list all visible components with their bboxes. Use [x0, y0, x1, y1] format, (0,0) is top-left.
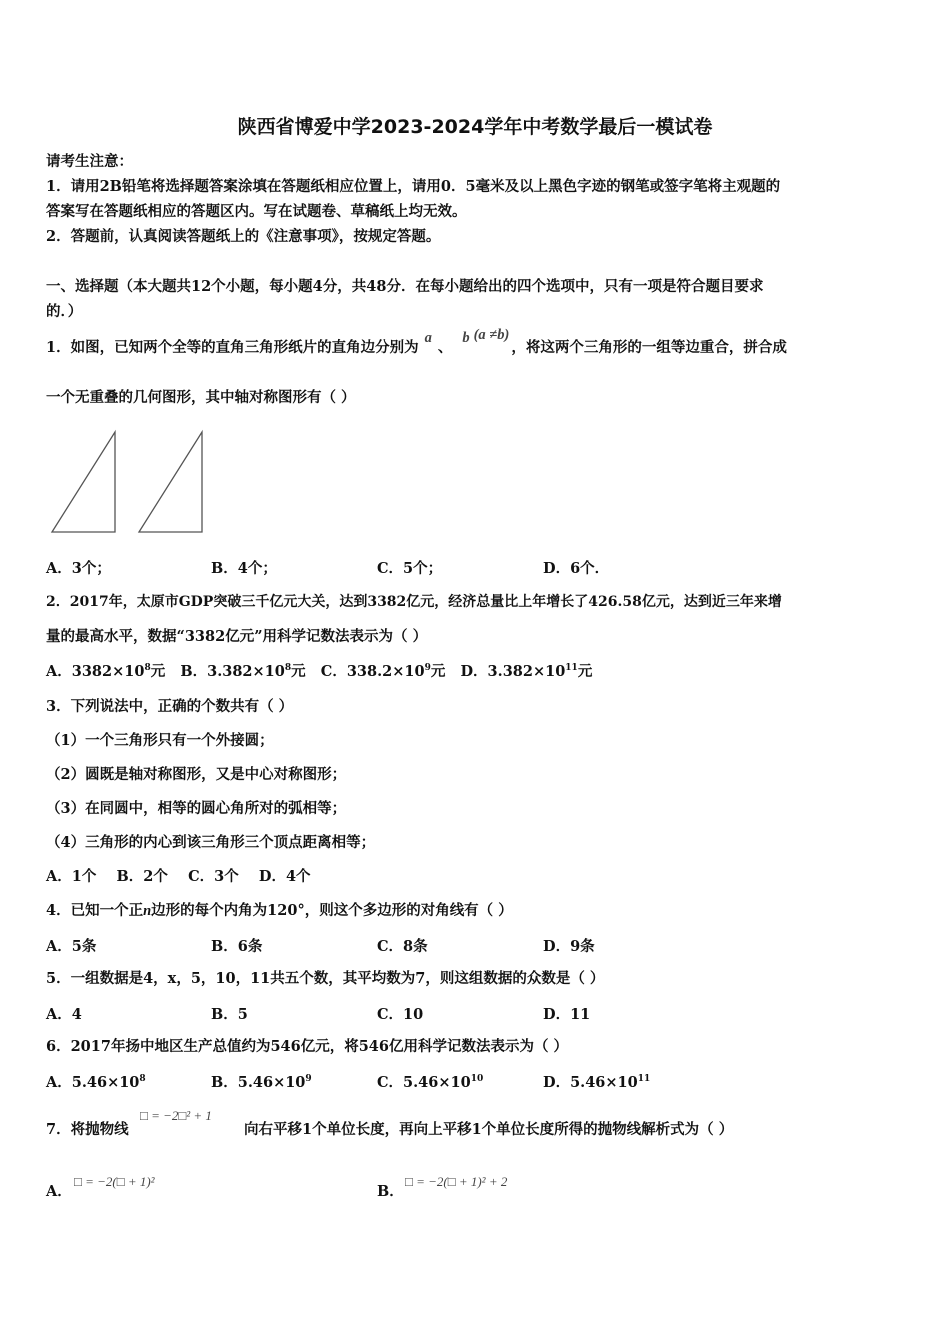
q1-option-c: C．5个；: [377, 560, 443, 577]
q1-sep: 、: [437, 339, 453, 356]
q3-item-2: （2）圆既是轴对称图形，又是中心对称图形；: [46, 766, 347, 783]
q5-stem: 5．一组数据是4，x，5，10，11共五个数，其平均数为7，则这组数据的众数是（ ）: [46, 970, 605, 987]
q4-option-a: A．5条: [46, 938, 97, 955]
notice-line-1b: 答案写在答题纸相应的答题区内。写在试题卷、草稿纸上均无效。: [46, 203, 467, 220]
q6-stem: 6．2017年扬中地区生产总值约为546亿元，将546亿用科学记数法表示为（ ）: [46, 1038, 569, 1055]
q1-option-a: A．3个；: [46, 560, 111, 577]
q5-option-d: D．11: [543, 1006, 591, 1023]
q5-option-b: B．5: [211, 1006, 248, 1023]
q4-option-c: C．8条: [377, 938, 428, 955]
q7-formula: □ = −2□² + 1: [140, 1108, 212, 1123]
q4-stem: 4．已知一个正n边形的每个内角为120°，则这个多边形的对角线有（ ）: [46, 902, 513, 919]
q6-option-c: C．$5.46\times 10^{10}$: [377, 1074, 484, 1091]
q2-stem: 2．2017年，太原市GDP突破三千亿元大关，达到3382亿元，经济总量比上年增长了426.58亿元，达到近三年来增: [46, 594, 782, 610]
q4-option-d: D．9条: [543, 938, 595, 955]
q7-option-a-formula: □ = −2(□ + 1)²: [74, 1174, 155, 1189]
q5-option-a: A．4: [46, 1006, 82, 1023]
q1-triangles-figure: [46, 428, 216, 538]
q1-option-d: D．6个．: [543, 560, 610, 577]
q3-item-3: （3）在同圆中，相等的圆心角所对的弧相等；: [46, 800, 347, 817]
q4-option-b: B．6条: [211, 938, 263, 955]
section-header-cont: 的．）: [46, 303, 83, 320]
triangle-right: [139, 432, 202, 532]
q3-options: A．1个 B．2个 C．3个 D．4个: [46, 868, 311, 885]
q1-stem-cont: 一个无重叠的几何图形，其中轴对称图形有（ ）: [46, 389, 356, 406]
q2-option-a: A．$3382\times 10^8$元: [46, 663, 166, 680]
q2-option-b: B．$3.382\times 10^8$元: [180, 663, 306, 680]
q2-option-d: D．$3.382\times 10^{11}$元: [460, 663, 593, 680]
q4-var-n: n: [143, 903, 152, 919]
q7-text-a: 7．将抛物线: [46, 1121, 129, 1138]
q6-option-d: D．$5.46\times 10^{11}$: [543, 1074, 651, 1091]
triangle-left: [52, 432, 115, 532]
q3-item-4: （4）三角形的内心到该三角形三个顶点距离相等；: [46, 834, 376, 851]
notice-line-1: 1．请用2B铅笔将选择题答案涂填在答题纸相应位置上，请用0．5毫米及以上黑色字迹的钢笔或签字笔将主观题的: [46, 178, 781, 195]
q1-option-b: B．4个；: [211, 560, 277, 577]
q1-text-b: ，将这两个三角形的一组等边重合，拼合成: [511, 339, 787, 356]
q7-option-b-formula: □ = −2(□ + 1)² + 2: [405, 1174, 508, 1189]
q7-option-a-label: A．: [46, 1183, 72, 1200]
q7-option-b-label: B．: [377, 1183, 404, 1200]
q6-option-a: A．$5.46\times 10^8$: [46, 1074, 146, 1091]
q7-text-b: 向右平移1个单位长度，再向上平移1个单位长度所得的抛物线解析式为（ ）: [244, 1121, 734, 1138]
q5-option-c: C．10: [377, 1006, 424, 1023]
q2-stem-cont: 量的最高水平，数据“3382亿元”用科学记数法表示为（ ）: [46, 628, 428, 645]
q2-option-c: C．$338.2\times 10^9$元: [320, 663, 446, 680]
q1-stem: [46, 327, 787, 358]
q1-var-a: a: [424, 330, 432, 346]
notice-line-2: 2．答题前，认真阅读答题纸上的《注意事项》，按规定答题。: [46, 228, 441, 245]
q6-option-b: B．$5.46\times 10^9$: [211, 1074, 312, 1091]
q1-var-b: b: [462, 330, 470, 346]
section-header: 一、选择题（本大题共12个小题，每小题4分，共48分．在每小题给出的四个选项中，只有一项是符合题目要求: [46, 278, 764, 295]
q3-item-1: （1）一个三角形只有一个外接圆；: [46, 732, 274, 749]
page-title: 陕西省博爱中学2023-2024学年中考数学最后一模试卷: [237, 116, 713, 138]
notice-heading: 请考生注意：: [46, 153, 133, 170]
q3-stem: 3．下列说法中，正确的个数共有（ ）: [46, 698, 294, 715]
q1-condition: (a ≠b): [473, 327, 510, 343]
q2-options: [46, 662, 592, 682]
q1-text-a: 1．如图，已知两个全等的直角三角形纸片的直角边分别为: [46, 339, 419, 356]
